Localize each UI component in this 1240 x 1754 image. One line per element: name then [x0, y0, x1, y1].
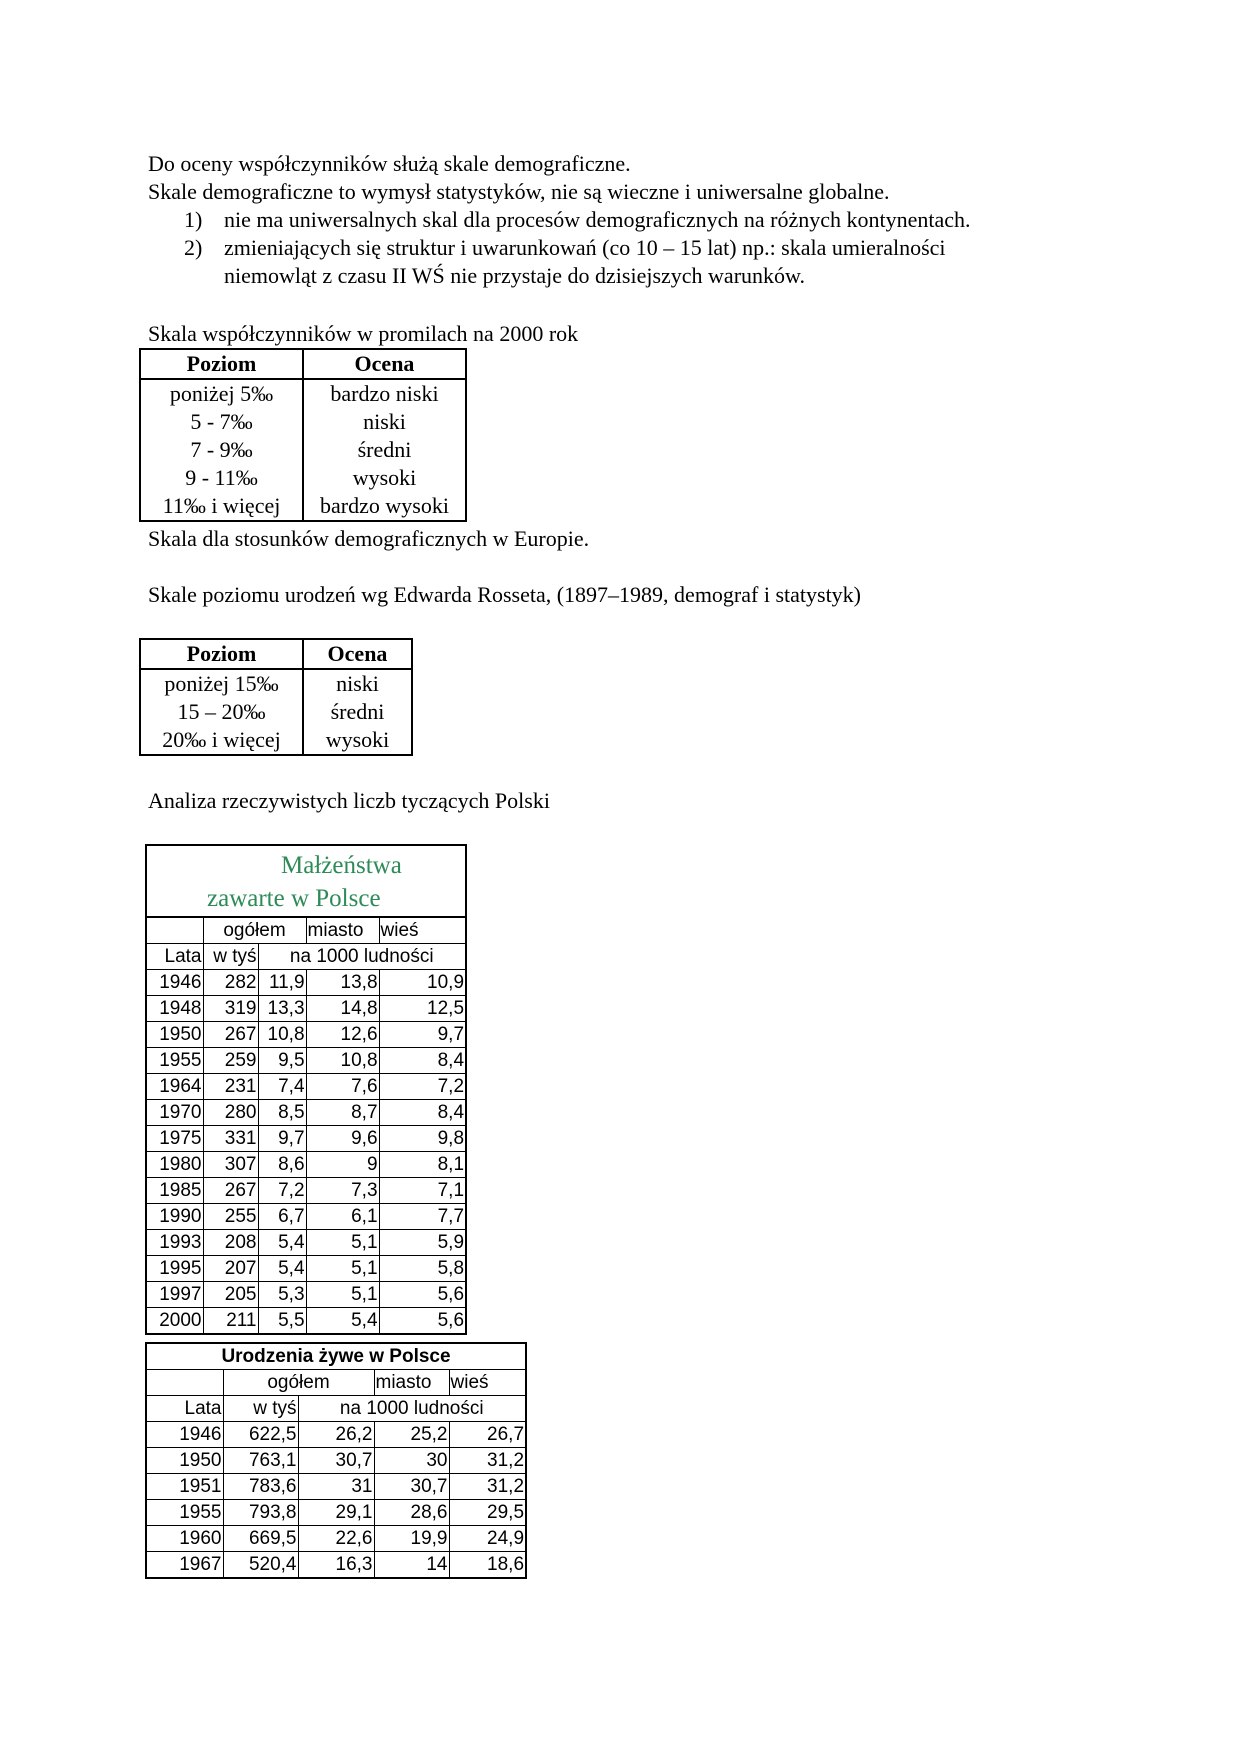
year-cell: 1967 [146, 1552, 223, 1579]
total-rate-cell: 5,4 [258, 1256, 306, 1282]
level-cell: 11‰ i więcej [140, 492, 303, 521]
thousands-cell: 307 [203, 1152, 258, 1178]
total-rate-cell: 29,1 [298, 1500, 374, 1526]
village-rate-cell: 5,8 [379, 1256, 466, 1282]
header-level: Poziom [140, 639, 303, 669]
year-cell: 1946 [146, 1422, 223, 1448]
intro-line-1: Do oceny współczynników służą skale demograficzne. [148, 151, 631, 176]
city-rate-cell: 28,6 [374, 1500, 449, 1526]
scale2-caption: Skale poziomu urodzeń wg Edwarda Rosseta, (1897–1989, demograf i statystyk) [148, 582, 862, 607]
analysis-caption: Analiza rzeczywistych liczb tyczących Polski [148, 788, 550, 813]
city-rate-cell: 12,6 [306, 1022, 379, 1048]
total-rate-cell: 5,4 [258, 1230, 306, 1256]
city-rate-cell: 13,8 [306, 970, 379, 996]
header-rating: Ocena [303, 349, 466, 379]
births-title: Urodzenia żywe w Polsce [146, 1343, 526, 1370]
table-row [146, 1100, 466, 1126]
level-cell: 7 - 9‰ [140, 436, 303, 464]
table-row [140, 726, 412, 755]
rating-cell: bardzo niski [303, 379, 466, 408]
table-row [146, 1448, 526, 1474]
village-rate-cell: 26,7 [449, 1422, 526, 1448]
header-city: miasto [306, 917, 379, 944]
city-rate-cell: 9,6 [306, 1126, 379, 1152]
rating-cell: bardzo wysoki [303, 492, 466, 521]
thousands-cell: 282 [203, 970, 258, 996]
year-cell: 2000 [146, 1308, 203, 1335]
list-number: 1) [184, 207, 203, 232]
level-cell: 20‰ i więcej [140, 726, 303, 755]
city-rate-cell: 6,1 [306, 1204, 379, 1230]
thousands-cell: 205 [203, 1282, 258, 1308]
table-header-row [146, 917, 466, 944]
table-row [146, 1474, 526, 1500]
year-cell: 1960 [146, 1526, 223, 1552]
header-village: wieś [449, 1370, 526, 1396]
table-title-row [146, 1343, 526, 1370]
list-text: zmieniających się struktur i uwarunkowań (co 10 – 15 lat) np.: skala umieralności [224, 235, 946, 260]
city-rate-cell: 5,4 [306, 1308, 379, 1335]
city-rate-cell: 7,3 [306, 1178, 379, 1204]
village-rate-cell: 29,5 [449, 1500, 526, 1526]
village-rate-cell: 18,6 [449, 1552, 526, 1579]
city-rate-cell: 5,1 [306, 1230, 379, 1256]
header-total: ogółem [203, 917, 306, 944]
header-city: miasto [374, 1370, 449, 1396]
year-cell: 1964 [146, 1074, 203, 1100]
header-rating: Ocena [303, 639, 412, 669]
city-rate-cell: 19,9 [374, 1526, 449, 1552]
village-rate-cell: 12,5 [379, 996, 466, 1022]
village-rate-cell: 8,4 [379, 1100, 466, 1126]
table-row [140, 464, 466, 492]
year-cell: 1955 [146, 1048, 203, 1074]
rating-cell: niski [303, 408, 466, 436]
table-row [146, 1282, 466, 1308]
total-rate-cell: 26,2 [298, 1422, 374, 1448]
city-rate-cell: 14,8 [306, 996, 379, 1022]
births-table [145, 1342, 527, 1579]
empty-cell [146, 917, 203, 944]
village-rate-cell: 9,7 [379, 1022, 466, 1048]
city-rate-cell: 25,2 [374, 1422, 449, 1448]
village-rate-cell: 5,6 [379, 1282, 466, 1308]
rating-cell: wysoki [303, 464, 466, 492]
year-cell: 1970 [146, 1100, 203, 1126]
table-row [146, 1048, 466, 1074]
year-cell: 1946 [146, 970, 203, 996]
total-rate-cell: 5,5 [258, 1308, 306, 1335]
list-item-2 [184, 234, 946, 288]
births-rows [146, 1422, 526, 1579]
total-rate-cell: 11,9 [258, 970, 306, 996]
village-rate-cell: 31,2 [449, 1474, 526, 1500]
year-cell: 1950 [146, 1448, 223, 1474]
marriages-title [145, 844, 467, 916]
year-cell: 1995 [146, 1256, 203, 1282]
scale1-note: Skala dla stosunków demograficznych w Europie. [148, 526, 590, 551]
year-cell: 1980 [146, 1152, 203, 1178]
city-rate-cell: 5,1 [306, 1282, 379, 1308]
city-rate-cell: 9 [306, 1152, 379, 1178]
table-row [146, 1422, 526, 1448]
table-row [146, 1022, 466, 1048]
total-rate-cell: 8,5 [258, 1100, 306, 1126]
city-rate-cell: 30 [374, 1448, 449, 1474]
table-row [146, 1074, 466, 1100]
table-row [140, 379, 466, 408]
level-cell: poniżej 5‰ [140, 379, 303, 408]
table-row [146, 1126, 466, 1152]
village-rate-cell: 24,9 [449, 1526, 526, 1552]
total-rate-cell: 30,7 [298, 1448, 374, 1474]
table-row [140, 436, 466, 464]
table-row [140, 669, 412, 698]
total-rate-cell: 13,3 [258, 996, 306, 1022]
header-thousands: w tyś [203, 944, 258, 970]
intro-line-2: Skale demograficzne to wymysł statystyków, nie są wieczne i uniwersalne globalne. [148, 179, 890, 204]
table-row [140, 698, 412, 726]
thousands-cell: 331 [203, 1126, 258, 1152]
village-rate-cell: 7,2 [379, 1074, 466, 1100]
marriages-rows [146, 970, 466, 1335]
village-rate-cell: 7,7 [379, 1204, 466, 1230]
thousands-cell: 280 [203, 1100, 258, 1126]
total-rate-cell: 16,3 [298, 1552, 374, 1579]
table-header-row [146, 944, 466, 970]
marriages-table [145, 916, 467, 1335]
thousands-cell: 783,6 [223, 1474, 298, 1500]
year-cell: 1951 [146, 1474, 223, 1500]
city-rate-cell: 10,8 [306, 1048, 379, 1074]
thousands-cell: 319 [203, 996, 258, 1022]
rating-cell: średni [303, 698, 412, 726]
scale1-table [139, 348, 467, 522]
rating-cell: wysoki [303, 726, 412, 755]
thousands-cell: 622,5 [223, 1422, 298, 1448]
list-text-continuation: niemowląt z czasu II WŚ nie przystaje do dzisiejszych warunków. [224, 263, 805, 288]
table-row [146, 1178, 466, 1204]
year-cell: 1955 [146, 1500, 223, 1526]
scale1-caption: Skala współczynników w promilach na 2000 rok [148, 321, 579, 346]
thousands-cell: 259 [203, 1048, 258, 1074]
list-item-1 [184, 206, 971, 234]
village-rate-cell: 7,1 [379, 1178, 466, 1204]
village-rate-cell: 8,4 [379, 1048, 466, 1074]
header-thousands: w tyś [223, 1396, 298, 1422]
level-cell: 5 - 7‰ [140, 408, 303, 436]
city-rate-cell: 5,1 [306, 1256, 379, 1282]
village-rate-cell: 8,1 [379, 1152, 466, 1178]
header-years: Lata [146, 944, 203, 970]
total-rate-cell: 10,8 [258, 1022, 306, 1048]
city-rate-cell: 7,6 [306, 1074, 379, 1100]
level-cell: poniżej 15‰ [140, 669, 303, 698]
rating-cell: niski [303, 669, 412, 698]
marriages-title-line-2: zawarte w Polsce [207, 885, 381, 912]
table-row [146, 1256, 466, 1282]
table-row [146, 1230, 466, 1256]
table-row [146, 1152, 466, 1178]
village-rate-cell: 5,9 [379, 1230, 466, 1256]
total-rate-cell: 7,2 [258, 1178, 306, 1204]
thousands-cell: 207 [203, 1256, 258, 1282]
thousands-cell: 793,8 [223, 1500, 298, 1526]
thousands-cell: 520,4 [223, 1552, 298, 1579]
year-cell: 1948 [146, 996, 203, 1022]
table-row [146, 1526, 526, 1552]
table-row [146, 1552, 526, 1579]
header-per-1000: na 1000 ludności [258, 944, 466, 970]
header-village: wieś [379, 917, 466, 944]
year-cell: 1975 [146, 1126, 203, 1152]
thousands-cell: 211 [203, 1308, 258, 1335]
table-row [146, 970, 466, 996]
level-cell: 9 - 11‰ [140, 464, 303, 492]
table-row [146, 1308, 466, 1335]
year-cell: 1997 [146, 1282, 203, 1308]
table-row [140, 408, 466, 436]
thousands-cell: 669,5 [223, 1526, 298, 1552]
thousands-cell: 267 [203, 1178, 258, 1204]
total-rate-cell: 9,7 [258, 1126, 306, 1152]
table-header-row [140, 639, 412, 669]
header-per-1000: na 1000 ludności [298, 1396, 526, 1422]
city-rate-cell: 8,7 [306, 1100, 379, 1126]
marriages-sheet [145, 844, 467, 1335]
thousands-cell: 208 [203, 1230, 258, 1256]
table-header-row [146, 1370, 526, 1396]
total-rate-cell: 22,6 [298, 1526, 374, 1552]
table-header-row [146, 1396, 526, 1422]
header-years: Lata [146, 1396, 223, 1422]
header-level: Poziom [140, 349, 303, 379]
thousands-cell: 267 [203, 1022, 258, 1048]
total-rate-cell: 31 [298, 1474, 374, 1500]
table-header-row [140, 349, 466, 379]
year-cell: 1993 [146, 1230, 203, 1256]
births-sheet [145, 1342, 527, 1579]
table-row [146, 1500, 526, 1526]
marriages-title-line-1: Małżeństwa [281, 852, 402, 879]
header-total: ogółem [223, 1370, 374, 1396]
thousands-cell: 255 [203, 1204, 258, 1230]
total-rate-cell: 7,4 [258, 1074, 306, 1100]
village-rate-cell: 5,6 [379, 1308, 466, 1335]
total-rate-cell: 6,7 [258, 1204, 306, 1230]
thousands-cell: 231 [203, 1074, 258, 1100]
table-row [140, 492, 466, 521]
village-rate-cell: 31,2 [449, 1448, 526, 1474]
empty-cell [146, 1370, 223, 1396]
table-row [146, 996, 466, 1022]
total-rate-cell: 5,3 [258, 1282, 306, 1308]
city-rate-cell: 14 [374, 1552, 449, 1579]
total-rate-cell: 9,5 [258, 1048, 306, 1074]
total-rate-cell: 8,6 [258, 1152, 306, 1178]
village-rate-cell: 10,9 [379, 970, 466, 996]
level-cell: 15 – 20‰ [140, 698, 303, 726]
year-cell: 1985 [146, 1178, 203, 1204]
village-rate-cell: 9,8 [379, 1126, 466, 1152]
city-rate-cell: 30,7 [374, 1474, 449, 1500]
year-cell: 1990 [146, 1204, 203, 1230]
year-cell: 1950 [146, 1022, 203, 1048]
list-number: 2) [184, 235, 203, 260]
thousands-cell: 763,1 [223, 1448, 298, 1474]
table-row [146, 1204, 466, 1230]
list-text: nie ma uniwersalnych skal dla procesów demograficznych na różnych kontynentach. [224, 207, 971, 232]
scale2-table [139, 638, 413, 756]
rating-cell: średni [303, 436, 466, 464]
